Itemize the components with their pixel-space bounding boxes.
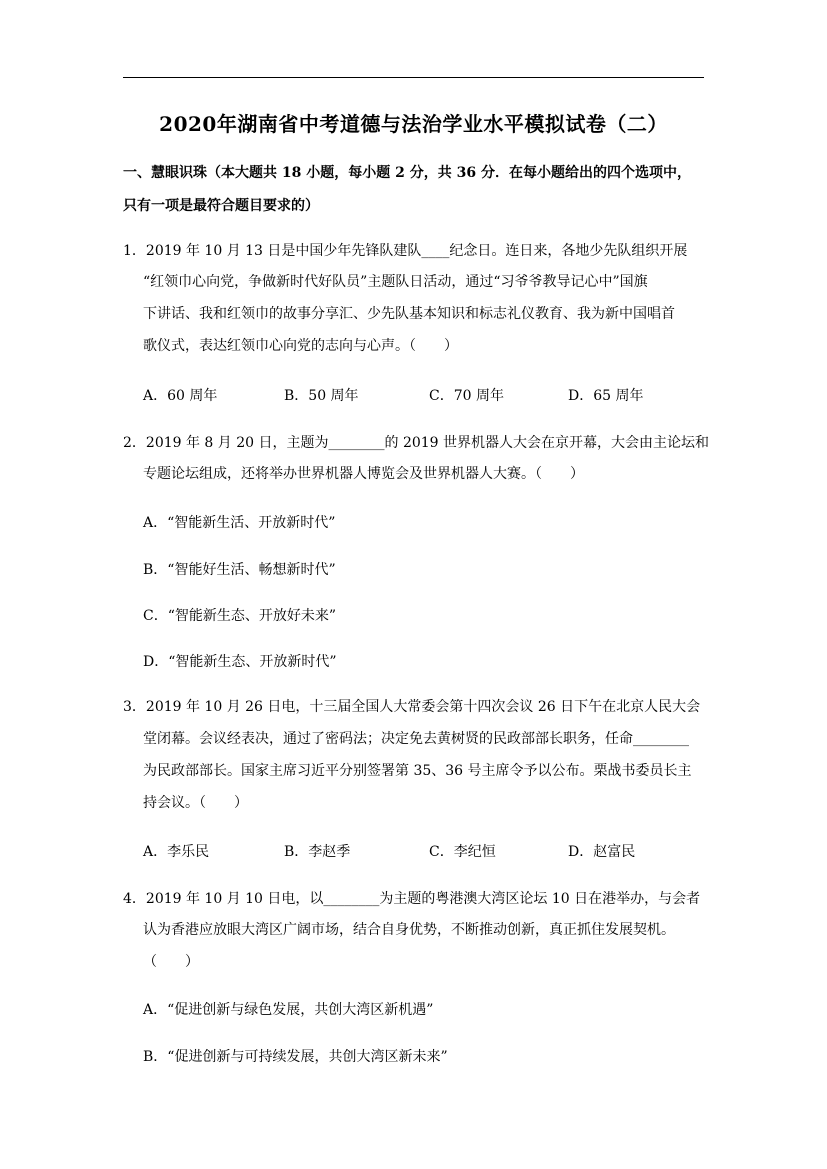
- section-heading-line2: 只有一项是最符合题目要求的）: [123, 198, 319, 214]
- q3-option-d[interactable]: D．赵富民: [568, 844, 636, 860]
- q1-line: “红领巾心向党，争做新时代好队员”主题队日活动，通过“习爷爷教导记心中”国旗: [143, 274, 648, 290]
- q2-option-a[interactable]: A．“智能新生活、开放新时代”: [143, 515, 336, 531]
- header-rule: [123, 77, 704, 78]
- q4-option-a[interactable]: A．“促进创新与绿色发展，共创大湾区新机遇”: [143, 1002, 434, 1018]
- q2-line: 专题论坛组成，还将举办世界机器人博览会及世界机器人大赛。（ ）: [143, 466, 584, 482]
- q1-line: 歌仪式，表达红领巾心向党的志向与心声。（ ）: [143, 338, 458, 354]
- q2-option-c[interactable]: C．“智能新生态、开放好未来”: [143, 608, 337, 624]
- q2-option-d[interactable]: D．“智能新生态、开放新时代”: [143, 654, 337, 670]
- q1-line: 下讲话、我和红领巾的故事分享汇、少先队基本知识和标志礼仪教育、我为新中国唱首: [143, 306, 675, 322]
- section-heading-line1: 一、慧眼识珠（本大题共 18 小题，每小题 2 分，共 36 分．在每小题给出的四个选项中，: [123, 165, 691, 181]
- q3-option-b[interactable]: B．李赵季: [284, 844, 351, 860]
- q1-option-b[interactable]: B．50 周年: [284, 388, 359, 404]
- q1-line: 1．2019 年 10 月 13 日是中国少年先锋队建队____纪念日。连日来，各地少先队组织开展: [123, 243, 688, 259]
- q4-line: （ ）: [143, 954, 199, 970]
- q3-line: 3．2019 年 10 月 26 日电，十三届全国人大常委会第十四次会议 26 日下午在北京人民大会: [123, 699, 701, 715]
- q3-option-a[interactable]: A．李乐民: [143, 844, 210, 860]
- q4-option-b[interactable]: B．“促进创新与可持续发展，共创大湾区新未来”: [143, 1049, 448, 1065]
- q4-line: 认为香港应放眼大湾区广阔市场，结合自身优势，不断推动创新，真正抓住发展契机。: [143, 922, 675, 938]
- q2-option-b[interactable]: B．“智能好生活、畅想新时代”: [143, 562, 336, 578]
- q1-option-d[interactable]: D．65 周年: [568, 388, 644, 404]
- q2-line: 2．2019 年 8 月 20 日，主题为________的 2019 世界机器人大会在京开幕，大会由主论坛和: [123, 435, 710, 451]
- q3-line: 为民政部部长。国家主席习近平分别签署第 35、36 号主席令予以公布。栗战书委员长主: [143, 763, 692, 779]
- page-title: 2020年湖南省中考道德与法治学业水平模拟试卷（二）: [159, 112, 668, 136]
- q3-option-c[interactable]: C．李纪恒: [429, 844, 496, 860]
- q1-option-c[interactable]: C．70 周年: [429, 388, 504, 404]
- q3-line: 堂闭幕。会议经表决，通过了密码法；决定免去黄树贤的民政部部长职务，任命________: [143, 731, 689, 747]
- q3-line: 持会议。（ ）: [143, 795, 248, 811]
- q1-option-a[interactable]: A．60 周年: [143, 388, 218, 404]
- q4-line: 4．2019 年 10 月 10 日电，以________为主题的粤港澳大湾区论坛 10 日在港举办，与会者: [123, 891, 701, 907]
